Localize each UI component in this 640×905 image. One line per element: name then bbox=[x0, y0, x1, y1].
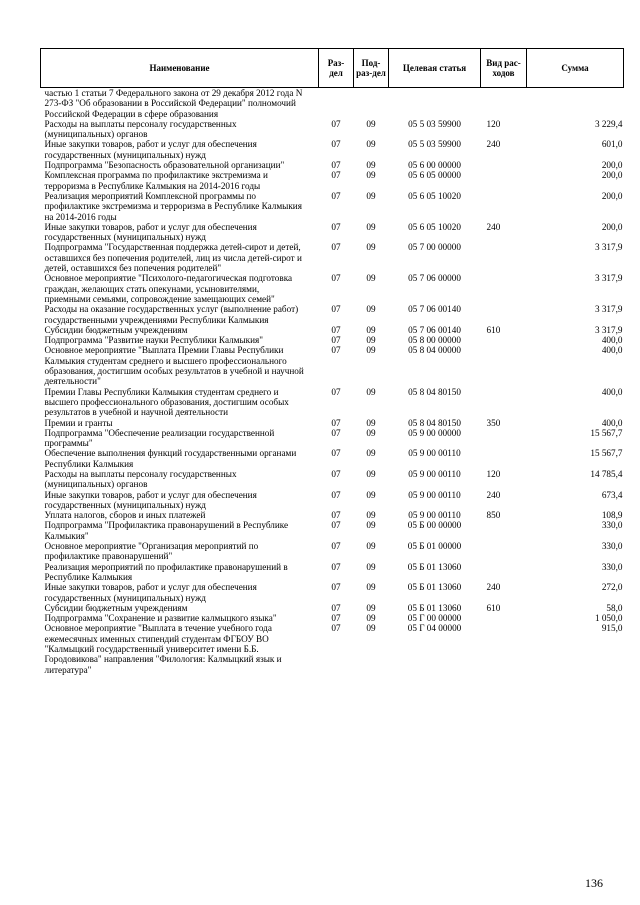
row-celevaya: 05 9 00 00110 bbox=[408, 510, 461, 521]
row-razdel: 07 bbox=[331, 324, 341, 335]
row-podrazdel: 09 bbox=[366, 448, 376, 459]
row-summa: 15 567,7 bbox=[590, 427, 623, 438]
row-vid bbox=[481, 562, 527, 583]
table-row bbox=[41, 222, 624, 243]
row-celevaya: 05 Б 01 13060 bbox=[407, 602, 462, 613]
row-celevaya: 05 6 05 00000 bbox=[408, 170, 461, 181]
row-razdel: 07 bbox=[331, 489, 341, 500]
row-name: Основное мероприятие "Выплата в течение учебного года ежемесячных именных стипендий студентам ФГБОУ ВО "Калмыцкий государственный университет имени Б.Б. Городовикова" направления "Филология: Калмыцкий язык и литература" bbox=[44, 623, 282, 675]
row-razdel: 07 bbox=[331, 427, 341, 438]
table-row bbox=[41, 242, 624, 273]
table-row bbox=[41, 562, 624, 583]
row-podrazdel: 09 bbox=[366, 613, 376, 624]
row-vid: 240 bbox=[486, 139, 501, 150]
row-vid bbox=[481, 448, 527, 469]
row-name: Подпрограмма "Обеспечение реализации государственной программы" bbox=[44, 427, 275, 449]
row-name: Подпрограмма "Профилактика правонарушений в Республике Калмыкия" bbox=[44, 520, 289, 541]
header-vid: Вид рас-ходов bbox=[481, 49, 527, 88]
table-row bbox=[41, 387, 624, 418]
row-vid: 120 bbox=[486, 468, 501, 479]
row-podrazdel: 09 bbox=[366, 510, 376, 521]
row-summa: 3 317,9 bbox=[594, 324, 623, 335]
row-summa: 108,9 bbox=[601, 510, 623, 521]
row-razdel: 07 bbox=[331, 139, 341, 150]
table-row bbox=[41, 510, 624, 520]
header-celevaya: Целевая статья bbox=[389, 49, 481, 88]
row-podrazdel: 09 bbox=[366, 541, 376, 552]
row-podrazdel: 09 bbox=[366, 304, 376, 315]
row-celevaya: 05 5 03 59900 bbox=[408, 139, 461, 150]
row-razdel: 07 bbox=[331, 561, 341, 572]
row-summa: 200,0 bbox=[601, 190, 623, 201]
table-row bbox=[41, 139, 624, 160]
row-podrazdel: 09 bbox=[366, 139, 376, 150]
row-razdel: 07 bbox=[331, 386, 341, 397]
row-summa: 200,0 bbox=[601, 170, 623, 181]
row-podrazdel: 09 bbox=[366, 427, 376, 438]
row-celevaya: 05 8 04 80150 bbox=[408, 386, 461, 397]
row-celevaya: 05 Г 00 00000 bbox=[407, 613, 462, 624]
header-podrazdel: Под-раз-дел bbox=[354, 49, 389, 88]
row-podrazdel: 09 bbox=[366, 468, 376, 479]
table-row bbox=[41, 623, 624, 674]
row-celevaya: 05 7 06 00000 bbox=[408, 273, 461, 284]
row-razdel: 07 bbox=[331, 170, 341, 181]
row-celevaya bbox=[389, 88, 481, 119]
row-razdel: 07 bbox=[331, 510, 341, 521]
row-celevaya: 05 6 05 10020 bbox=[408, 221, 461, 232]
row-celevaya: 05 8 00 00000 bbox=[408, 335, 461, 346]
row-vid bbox=[481, 304, 527, 325]
row-summa: 330,0 bbox=[601, 561, 623, 572]
row-podrazdel: 09 bbox=[366, 221, 376, 232]
table-row bbox=[41, 418, 624, 428]
row-summa: 14 785,4 bbox=[590, 468, 623, 479]
row-name: Уплата налогов, сборов и иных платежей bbox=[44, 510, 206, 521]
row-podrazdel: 09 bbox=[366, 170, 376, 181]
table-row bbox=[41, 428, 624, 449]
row-name: Иные закупки товаров, работ и услуг для обеспечения государственных (муниципальных) нужд bbox=[44, 221, 257, 243]
row-razdel: 07 bbox=[331, 345, 341, 356]
row-podrazdel: 09 bbox=[366, 561, 376, 572]
row-vid: 850 bbox=[486, 510, 501, 521]
header-row bbox=[41, 49, 624, 88]
header-name: Наименование bbox=[41, 49, 319, 88]
row-podrazdel: 09 bbox=[366, 242, 376, 253]
row-summa: 400,0 bbox=[601, 345, 623, 356]
row-razdel: 07 bbox=[331, 417, 341, 428]
row-vid bbox=[481, 387, 527, 418]
row-name: Субсидии бюджетным учреждениям bbox=[44, 602, 188, 613]
row-vid: 350 bbox=[486, 417, 501, 428]
row-summa: 3 317,9 bbox=[594, 273, 623, 284]
header-summa: Сумма bbox=[527, 49, 624, 88]
row-celevaya: 05 5 03 59900 bbox=[408, 118, 461, 129]
table-row bbox=[41, 325, 624, 335]
table-row bbox=[41, 520, 624, 541]
table-row bbox=[41, 541, 624, 562]
row-vid: 240 bbox=[486, 221, 501, 232]
table-row bbox=[41, 88, 624, 119]
table-row bbox=[41, 119, 624, 140]
table-row bbox=[41, 160, 624, 170]
row-celevaya: 05 6 00 00000 bbox=[408, 160, 461, 171]
header-razdel: Раз-дел bbox=[319, 49, 354, 88]
row-name: Расходы на выплаты персоналу государственных (муниципальных) органов bbox=[44, 118, 237, 140]
row-vid bbox=[481, 520, 527, 541]
row-razdel: 07 bbox=[331, 118, 341, 129]
row-vid: 610 bbox=[486, 324, 501, 335]
row-vid bbox=[481, 170, 527, 191]
row-razdel: 07 bbox=[331, 582, 341, 593]
row-razdel: 07 bbox=[331, 242, 341, 253]
row-name: Основное мероприятие "Выплата Премии Главы Республики Калмыкия студентам среднего и высшего профессионального образования, достигшим особых результатов в учебной и научной деятельности" bbox=[44, 345, 304, 387]
row-podrazdel bbox=[354, 88, 389, 119]
row-podrazdel: 09 bbox=[366, 324, 376, 335]
row-celevaya: 05 6 05 10020 bbox=[408, 190, 461, 201]
row-vid: 240 bbox=[486, 582, 501, 593]
row-razdel: 07 bbox=[331, 448, 341, 459]
row-name: Расходы на оказание государственных услуг (выполнение работ) государственными учреждениями Республики Калмыкия bbox=[44, 304, 299, 325]
row-name: Подпрограмма "Государственная поддержка детей-сирот и детей, оставшихся без попечения родителей, лиц из числа детей-сирот и детей, оставшихся без попечения родителей" bbox=[44, 242, 302, 274]
row-summa: 400,0 bbox=[601, 417, 623, 428]
row-razdel: 07 bbox=[331, 520, 341, 531]
table-body bbox=[41, 88, 624, 675]
row-podrazdel: 09 bbox=[366, 160, 376, 171]
row-razdel: 07 bbox=[331, 468, 341, 479]
row-razdel: 07 bbox=[331, 273, 341, 284]
row-summa: 15 567,7 bbox=[590, 448, 623, 459]
row-podrazdel: 09 bbox=[366, 386, 376, 397]
row-vid bbox=[481, 88, 527, 119]
row-summa: 601,0 bbox=[601, 139, 623, 150]
row-vid bbox=[481, 623, 527, 674]
row-vid: 120 bbox=[486, 118, 501, 129]
row-name: Премии и гранты bbox=[44, 417, 113, 428]
row-razdel: 07 bbox=[331, 335, 341, 346]
row-celevaya: 05 9 00 00110 bbox=[408, 489, 461, 500]
row-name: Реализация мероприятий по профилактике правонарушений в Республике Калмыкия bbox=[44, 561, 288, 582]
row-podrazdel: 09 bbox=[366, 520, 376, 531]
row-celevaya: 05 9 00 00110 bbox=[408, 448, 461, 459]
row-celevaya: 05 Г 04 00000 bbox=[407, 623, 462, 634]
table-row bbox=[41, 304, 624, 325]
row-celevaya: 05 9 00 00000 bbox=[408, 427, 461, 438]
row-summa: 915,0 bbox=[601, 623, 623, 634]
row-podrazdel: 09 bbox=[366, 602, 376, 613]
row-vid bbox=[481, 335, 527, 345]
row-summa bbox=[527, 88, 624, 119]
row-vid bbox=[481, 541, 527, 562]
row-podrazdel: 09 bbox=[366, 417, 376, 428]
row-name: Обеспечение выполнения функций государственными органами Республики Калмыкия bbox=[44, 448, 297, 469]
row-summa: 3 317,9 bbox=[594, 242, 623, 253]
row-vid bbox=[481, 613, 527, 623]
budget-table bbox=[40, 48, 624, 675]
row-razdel: 07 bbox=[331, 541, 341, 552]
row-celevaya: 05 Б 00 00000 bbox=[407, 520, 462, 531]
row-name: Иные закупки товаров, работ и услуг для обеспечения государственных (муниципальных) нужд bbox=[44, 139, 257, 160]
row-celevaya: 05 8 04 00000 bbox=[408, 345, 461, 356]
row-vid bbox=[481, 191, 527, 222]
row-podrazdel: 09 bbox=[366, 190, 376, 201]
row-podrazdel: 09 bbox=[366, 582, 376, 593]
row-razdel: 07 bbox=[331, 221, 341, 232]
row-celevaya: 05 7 06 00140 bbox=[408, 304, 461, 315]
row-name: Премии Главы Республики Калмыкия студентам среднего и высшего профессионального образования, достигшим особых результатов в учебной и научной деятельности bbox=[44, 386, 289, 418]
page-number: 136 bbox=[585, 876, 603, 890]
row-name: Подпрограмма "Безопасность образовательной организации" bbox=[44, 160, 285, 171]
row-summa: 200,0 bbox=[601, 160, 623, 171]
row-celevaya: 05 Б 01 13060 bbox=[407, 561, 462, 572]
row-name: Подпрограмма "Развитие науки Республики Калмыкия" bbox=[44, 335, 264, 346]
row-summa: 330,0 bbox=[601, 520, 623, 531]
row-name: Подпрограмма "Сохранение и развитие калмыцкого языка" bbox=[44, 613, 277, 624]
row-celevaya: 05 8 04 80150 bbox=[408, 417, 461, 428]
table-row bbox=[41, 170, 624, 191]
table-row bbox=[41, 490, 624, 511]
row-podrazdel: 09 bbox=[366, 489, 376, 500]
row-name: Основное мероприятие "Организация мероприятий по профилактике правонарушений" bbox=[44, 541, 259, 562]
table-row bbox=[41, 191, 624, 222]
row-name: Реализация мероприятий Комплексной программы по профилактике экстремизма и терроризма в Республике Калмыкия на 2014-2016 годы bbox=[44, 190, 302, 222]
row-vid: 240 bbox=[486, 489, 501, 500]
table-row bbox=[41, 273, 624, 304]
row-summa: 400,0 bbox=[601, 386, 623, 397]
row-razdel: 07 bbox=[331, 623, 341, 634]
row-name: Основное мероприятие "Психолого-педагогическая подготовка граждан, желающих стать опекунами, усыновителями, приемными семьями, сопровождение замещающих семей" bbox=[44, 273, 293, 304]
row-vid bbox=[481, 345, 527, 386]
row-podrazdel: 09 bbox=[366, 623, 376, 634]
row-celevaya: 05 7 06 00140 bbox=[408, 324, 461, 335]
row-razdel: 07 bbox=[331, 613, 341, 624]
row-name: Субсидии бюджетным учреждениям bbox=[44, 324, 188, 335]
row-podrazdel: 09 bbox=[366, 345, 376, 356]
row-summa: 272,0 bbox=[601, 582, 623, 593]
table-row bbox=[41, 469, 624, 490]
row-summa: 3 317,9 bbox=[594, 304, 623, 315]
row-summa: 673,4 bbox=[601, 489, 623, 500]
row-celevaya: 05 9 00 00110 bbox=[408, 468, 461, 479]
row-name: Комплексная программа по профилактике экстремизма и терроризма в Республике Калмыкия на 2014-2016 годы bbox=[44, 170, 268, 191]
row-razdel: 07 bbox=[331, 190, 341, 201]
row-summa: 1 050,0 bbox=[594, 613, 623, 624]
row-summa: 330,0 bbox=[601, 541, 623, 552]
row-razdel: 07 bbox=[331, 602, 341, 613]
row-podrazdel: 09 bbox=[366, 118, 376, 129]
row-vid bbox=[481, 428, 527, 449]
row-celevaya: 05 Б 01 13060 bbox=[407, 582, 462, 593]
row-summa: 3 229,4 bbox=[594, 118, 623, 129]
row-summa: 200,0 bbox=[601, 221, 623, 232]
table-row bbox=[41, 613, 624, 623]
table-row bbox=[41, 335, 624, 345]
row-celevaya: 05 7 00 00000 bbox=[408, 242, 461, 253]
table-row bbox=[41, 582, 624, 603]
row-name: частью 1 статьи 7 Федерального закона от 29 декабря 2012 года N 273-ФЗ "Об образовании в Российской Федерации" полномочий Российской Федерации в сфере образования bbox=[44, 88, 303, 119]
row-razdel: 07 bbox=[331, 160, 341, 171]
table-row bbox=[41, 345, 624, 386]
row-summa: 58,0 bbox=[606, 602, 623, 613]
row-summa: 400,0 bbox=[601, 335, 623, 346]
row-razdel bbox=[319, 88, 354, 119]
row-celevaya: 05 Б 01 00000 bbox=[407, 541, 462, 552]
table-header bbox=[41, 49, 624, 88]
row-name: Расходы на выплаты персоналу государственных (муниципальных) органов bbox=[44, 468, 237, 490]
row-vid bbox=[481, 273, 527, 304]
row-name: Иные закупки товаров, работ и услуг для обеспечения государственных (муниципальных) нужд bbox=[44, 489, 257, 510]
row-podrazdel: 09 bbox=[366, 273, 376, 284]
table-row bbox=[41, 603, 624, 613]
row-razdel: 07 bbox=[331, 304, 341, 315]
row-name: Иные закупки товаров, работ и услуг для обеспечения государственных (муниципальных) нужд bbox=[44, 582, 257, 603]
row-vid bbox=[481, 160, 527, 170]
table-row bbox=[41, 448, 624, 469]
row-podrazdel: 09 bbox=[366, 335, 376, 346]
row-vid bbox=[481, 242, 527, 273]
row-vid: 610 bbox=[486, 602, 501, 613]
